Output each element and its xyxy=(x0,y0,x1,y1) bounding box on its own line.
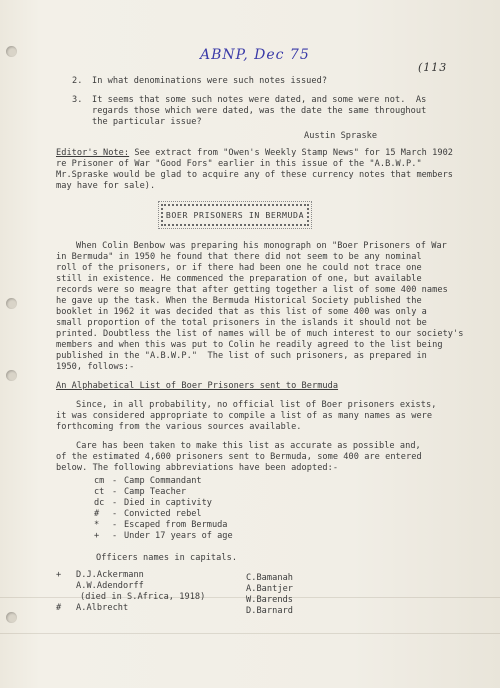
abbreviation-code: ct xyxy=(94,487,105,497)
paragraph-line: records were so meagre that after getting together a list of some 400 names xyxy=(56,285,448,295)
prisoner-name: A.Bantjer xyxy=(246,584,294,594)
section-title: BOER PRISONERS IN BERMUDA xyxy=(165,210,305,220)
signature: Austin Spraske xyxy=(304,131,378,141)
abbreviation-meaning: Convicted rebel xyxy=(124,509,202,519)
paragraph-line: Since, in all probability, no official list of Boer prisoners exists, xyxy=(76,400,437,410)
paragraph-line: forthcoming from the various sources available. xyxy=(56,422,302,432)
abbreviation-dash: - xyxy=(112,498,118,508)
prisoner-note: (died in S.Africa, 1918) xyxy=(80,592,206,602)
abbreviation-meaning: Camp Teacher xyxy=(124,487,187,497)
abbreviation-code: # xyxy=(94,509,100,519)
question-text-line: the particular issue? xyxy=(92,117,202,127)
question-text-line: regards those which were dated, was the date the same throughout xyxy=(92,106,427,116)
abbreviation-dash: - xyxy=(112,476,118,486)
question-number: 3. xyxy=(72,95,83,105)
abbreviation-dash: - xyxy=(112,520,118,530)
paragraph-line: booklet in 1962 it was decided that as this list of some 400 was only a xyxy=(56,307,427,317)
abbreviation-code: * xyxy=(94,520,100,530)
abbreviation-dash: - xyxy=(112,487,118,497)
paragraph-line: he gave up the task. When the Bermuda Historical Society published the xyxy=(56,296,422,306)
editors-note-line xyxy=(56,148,453,159)
paragraph-line: Care has been taken to make this list as accurate as possible and, xyxy=(76,441,421,451)
abbreviation-code: cm xyxy=(94,476,105,486)
question-number: 2. xyxy=(72,76,83,86)
section-title-box xyxy=(161,204,309,226)
paragraph-line: of the estimated 4,600 prisoners sent to Bermuda, some 400 are entered xyxy=(56,452,422,462)
abbreviation-dash: - xyxy=(112,531,118,541)
prisoner-name: D.J.Ackermann xyxy=(76,570,144,580)
editors-note-line: re Prisoner of War "Good Fors" earlier in this issue of the "A.B.W.P." xyxy=(56,159,422,169)
editors-note-label: Editor's Note: xyxy=(56,148,130,158)
officers-note: Officers names in capitals. xyxy=(96,553,238,563)
editors-note-line: Mr.Spraske would be glad to acquire any of these currency notes that members xyxy=(56,170,454,180)
punch-hole xyxy=(6,370,17,381)
question-text: In what denominations were such notes issued? xyxy=(92,76,328,86)
paragraph-line: small proportion of the total prisoners in the islands it should not be xyxy=(56,318,427,328)
abbreviation-dash: - xyxy=(112,509,118,519)
list-heading: An Alphabetical List of Boer Prisoners sent to Bermuda xyxy=(56,381,339,391)
prisoner-name: C.Bamanah xyxy=(246,573,294,583)
question-text-line: It seems that some such notes were dated, and some were not. As xyxy=(92,95,427,105)
abbreviation-meaning: Escaped from Bermuda xyxy=(124,520,228,530)
fold-line xyxy=(0,633,500,634)
paragraph-line: printed. Doubtless the list of names will be of much interest to our society's xyxy=(56,329,464,339)
name-mark: # xyxy=(56,603,62,613)
name-mark: + xyxy=(56,570,62,580)
abbreviation-meaning: Died in captivity xyxy=(124,498,212,508)
paragraph-line: When Colin Benbow was preparing his monograph on "Boer Prisoners of War xyxy=(76,241,447,251)
paragraph-line: 1950, follows:- xyxy=(56,362,135,372)
paragraph-line: in Bermuda" in 1950 he found that there did not seem to be any nominal xyxy=(56,252,422,262)
prisoner-name: D.Barnard xyxy=(246,606,294,616)
paragraph-line: still in existence. He commenced the preparation of one, but available xyxy=(56,274,422,284)
punch-hole xyxy=(6,46,17,57)
paragraph-line: published in the "A.B.W.P." The list of such prisoners, as prepared in xyxy=(56,351,427,361)
handwritten-reference: ABNP, Dec 75 xyxy=(200,47,310,63)
editors-note-text: See extract from "Owen's Weekly Stamp News" for 15 March 1902 xyxy=(129,148,454,158)
prisoner-name: A.Albrecht xyxy=(76,603,129,613)
editors-note-line: may have for sale). xyxy=(56,181,156,191)
abbreviation-code: + xyxy=(94,531,100,541)
paragraph-line: below. The following abbreviations have been adopted:- xyxy=(56,463,339,473)
prisoner-name: A.W.Adendorff xyxy=(76,581,144,591)
handwritten-page-number: (113 xyxy=(418,61,448,74)
paragraph-line: members and when this was put to Colin he readily agreed to the list being xyxy=(56,340,443,350)
punch-hole xyxy=(6,298,17,309)
abbreviation-meaning: Camp Commandant xyxy=(124,476,202,486)
abbreviation-meaning: Under 17 years of age xyxy=(124,531,233,541)
paragraph-line: roll of the prisoners, or if there had been one he could not trace one xyxy=(56,263,422,273)
prisoner-name: W.Barends xyxy=(246,595,294,605)
punch-hole xyxy=(6,612,17,623)
paragraph-line: it was considered appropriate to compile a list of as many names as were xyxy=(56,411,433,421)
abbreviation-code: dc xyxy=(94,498,105,508)
